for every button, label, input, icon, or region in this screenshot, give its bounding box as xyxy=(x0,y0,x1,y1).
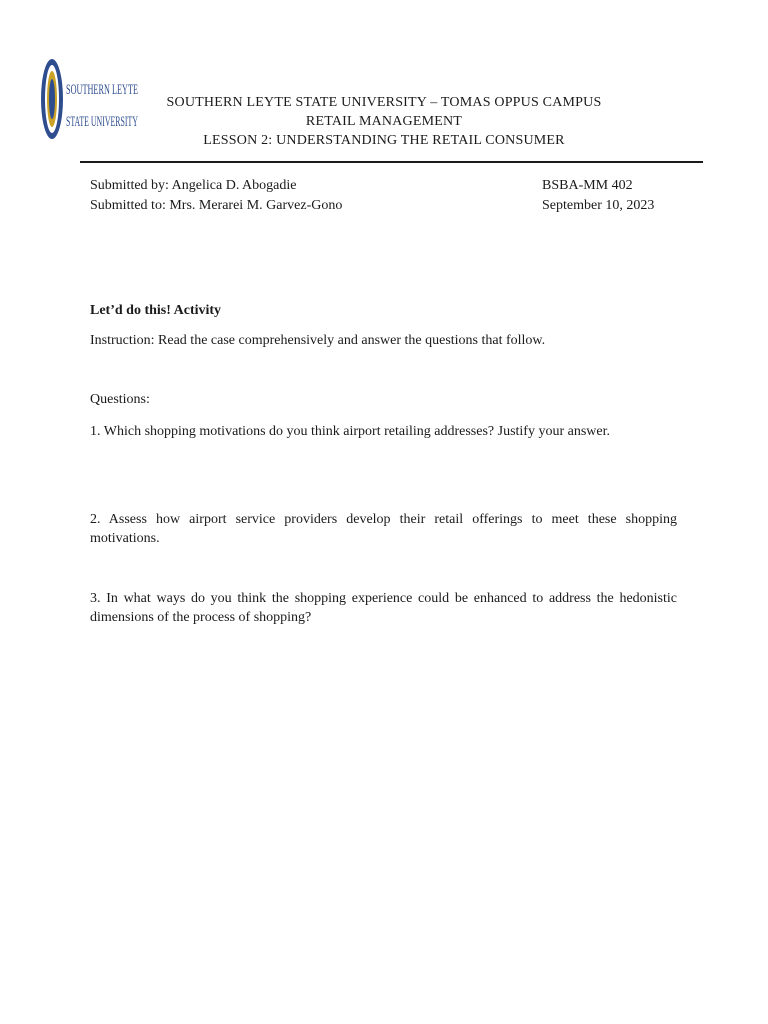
logo-text-line1: SOUTHERN LEYTE xyxy=(66,82,138,98)
questions-label: Questions: xyxy=(90,392,150,407)
logo-text-line2: STATE UNIVERSITY xyxy=(66,114,139,130)
question-3: 3. In what ways do you think the shopping experience could be enhanced to address the hedonistic dimensions of the process of shopping? xyxy=(90,591,677,625)
submitted-by: Submitted by: Angelica D. Abogadie xyxy=(90,178,297,193)
question-2: 2. Assess how airport service providers develop their retail offerings to meet these shopping motivations. xyxy=(90,512,677,546)
submitted-to: Submitted to: Mrs. Merarei M. Garvez-Gono xyxy=(90,198,343,213)
activity-title: Let’d do this! Activity xyxy=(90,303,222,318)
university-name: SOUTHERN LEYTE STATE UNIVERSITY – TOMAS OPPUS CAMPUS xyxy=(166,95,602,110)
lesson-title: LESSON 2: UNDERSTANDING THE RETAIL CONSUMER xyxy=(203,133,565,148)
document-header xyxy=(0,93,768,150)
course-details xyxy=(542,176,654,216)
question-1: 1. Which shopping motivations do you think airport retailing addresses? Justify your answer. xyxy=(90,424,610,439)
submission-details xyxy=(90,176,342,216)
header-divider xyxy=(80,161,703,163)
submission-date: September 10, 2023 xyxy=(542,198,655,213)
course-title: RETAIL MANAGEMENT xyxy=(305,114,463,129)
section-code: BSBA-MM 402 xyxy=(542,178,633,193)
instruction-text: Instruction: Read the case comprehensively and answer the questions that follow. xyxy=(90,333,546,348)
